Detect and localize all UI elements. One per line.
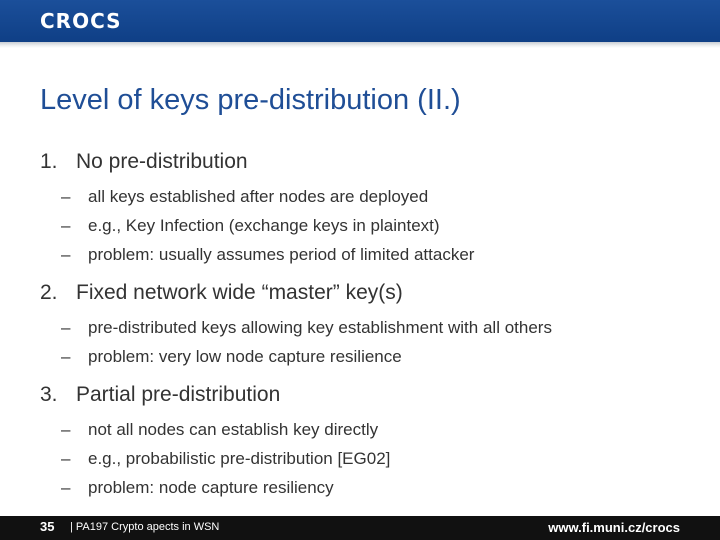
subitem-text: problem: usually assumes period of limited attacker: [88, 245, 475, 264]
dash-bullet: –: [61, 449, 71, 468]
subitem: [40, 240, 700, 269]
dash-bullet: –: [61, 216, 71, 235]
subitem-text: e.g., probabilistic pre-distribution [EG02]: [88, 449, 391, 468]
dash-bullet: –: [61, 478, 71, 497]
header-shadow: [0, 42, 720, 48]
subitem: [40, 211, 700, 240]
dash-bullet: –: [61, 347, 71, 366]
footer-url: www.fi.muni.cz/crocs: [548, 520, 680, 535]
footer-bar: [0, 516, 720, 540]
item-number: 3.: [40, 383, 58, 406]
course-label: | PA197 Crypto apects in WSN: [70, 521, 220, 533]
subitem-text: problem: very low node capture resilience: [88, 347, 402, 366]
subitem: [40, 444, 700, 473]
subitem-text: problem: node capture resiliency: [88, 478, 334, 497]
list-item-3: [40, 381, 700, 409]
subitem-text: e.g., Key Infection (exchange keys in plaintext): [88, 216, 440, 235]
subitem-text: pre-distributed keys allowing key establishment with all others: [88, 318, 552, 337]
item-text: Partial pre-distribution: [76, 383, 281, 406]
subitem-text: all keys established after nodes are deployed: [88, 187, 429, 206]
item-number: 2.: [40, 281, 58, 304]
dash-bullet: –: [61, 420, 71, 439]
list-item-2: [40, 279, 700, 307]
sublist-1: [40, 182, 700, 269]
subitem: [40, 342, 700, 371]
slide-title: Level of keys pre-distribution (II.): [40, 84, 461, 116]
item-text: Fixed network wide “master” key(s): [76, 281, 403, 304]
header-bar: [0, 0, 720, 42]
dash-bullet: –: [61, 245, 71, 264]
list-item-1: [40, 148, 700, 176]
dash-bullet: –: [61, 318, 71, 337]
subitem: [40, 313, 700, 342]
item-number: 1.: [40, 150, 58, 173]
slide-content: [40, 148, 700, 512]
item-text: No pre-distribution: [76, 150, 248, 173]
sublist-2: [40, 313, 700, 371]
dash-bullet: –: [61, 187, 71, 206]
page-number: 35: [40, 519, 55, 534]
subitem: [40, 473, 700, 502]
crocs-logo: CROCS: [40, 9, 122, 33]
sublist-3: [40, 415, 700, 502]
subitem: [40, 182, 700, 211]
subitem: [40, 415, 700, 444]
subitem-text: not all nodes can establish key directly: [88, 420, 379, 439]
